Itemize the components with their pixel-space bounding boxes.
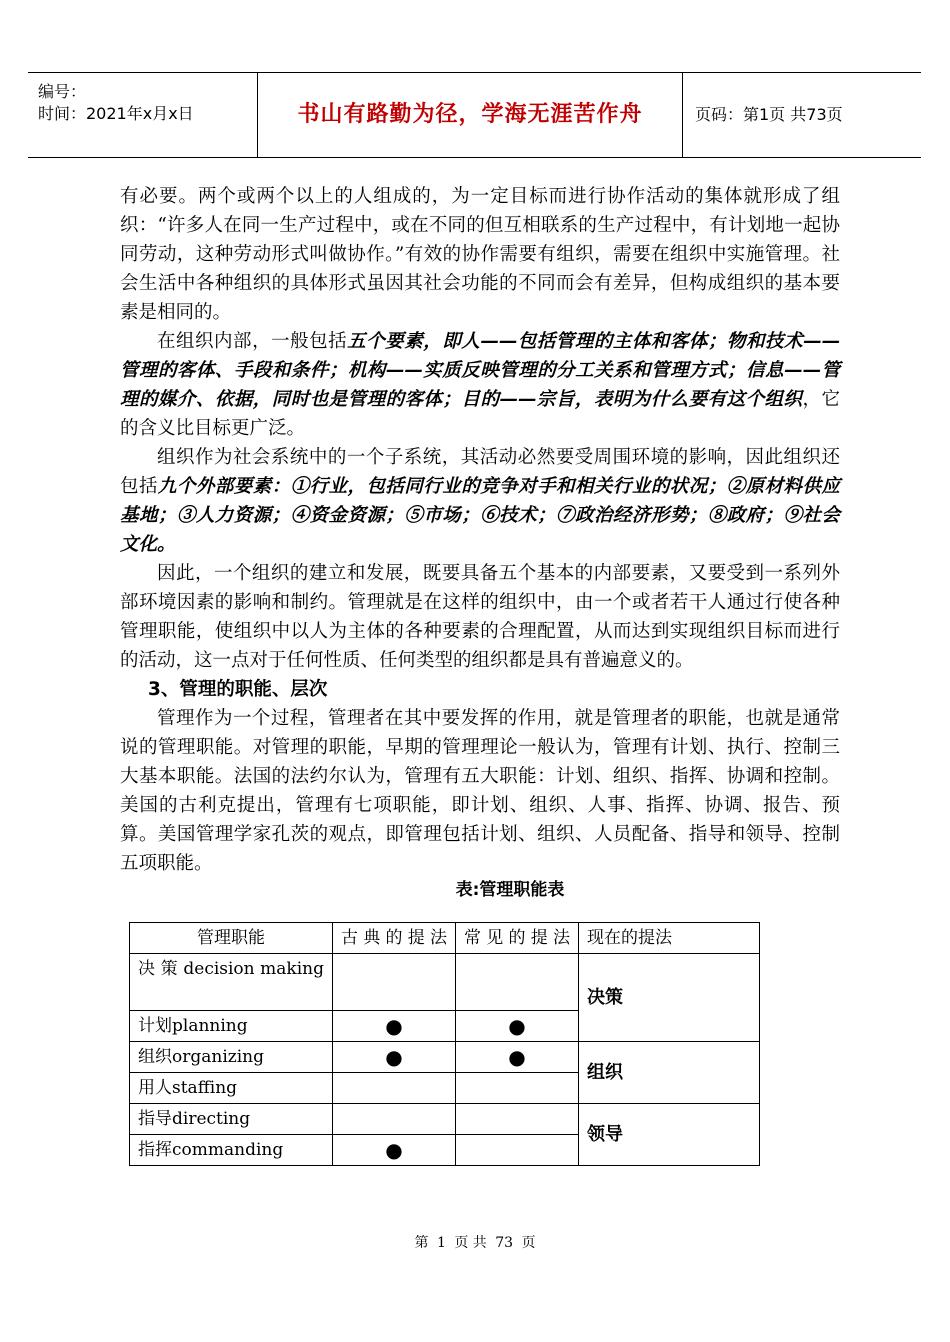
- header-page-label: 页码：第1页 共73页: [695, 105, 843, 124]
- paragraph-1: 有必要。两个或两个以上的人组成的，为一定目标而进行协作活动的集体就形成了组织：“许多人在同一生产过程中，或在不同的但互相联系的生产过程中，有计划地一起协同劳动，这种劳动形式叫做协作。”有效的协作需要有组织，需要在组织中实施管理。社会生活中各种组织的具体形式虽因其社会功能的不同而会有差异，但构成组织的基本要素是相同的。: [120, 186, 840, 323]
- table-cell-common: [456, 1135, 579, 1166]
- table-header-cell: 现在的提法: [579, 923, 760, 954]
- paragraph-2: [120, 327, 840, 443]
- paragraph-2-tail: ，它的含义比目标更广泛。: [120, 389, 840, 439]
- table-cell-current: 组织: [579, 1042, 760, 1104]
- footer-page-number: 1: [436, 1235, 446, 1251]
- table-row: [130, 954, 760, 1011]
- table-header-cell: 管理职能: [130, 923, 333, 954]
- header-meta: [28, 73, 258, 157]
- table-cell-common: ●: [456, 1011, 579, 1042]
- table-cell-classic: [333, 1073, 456, 1104]
- footer-page-total: 73: [495, 1235, 514, 1251]
- header-motto: 书山有路勤为径，学海无涯苦作舟: [258, 73, 683, 157]
- table-header-row: [130, 923, 760, 954]
- paragraph-3: [120, 443, 840, 559]
- paragraph-2-emphasis: 五个要素，即人——包括管理的主体和客体；物和技术——管理的客体、手段和条件；机构——实质反映管理的分工关系和管理方式；信息——管理的媒介、依据，同时也是管理的客体；目的——宗旨，表明为什么要有这个组织: [120, 331, 840, 410]
- table-cell-classic: ●: [333, 1042, 456, 1073]
- paragraph-3-emphasis: 九个外部要素：①行业，包括同行业的竞争对手和相关行业的状况；②原材料供应基地；③人力资源；④资金资源；⑤市场；⑥技术；⑦政治经济形势；⑧政府；⑨社会文化。: [120, 476, 840, 555]
- table-cell-common: [456, 1104, 579, 1135]
- table-cell-classic: [333, 954, 456, 1011]
- table-cell-current: 决策: [579, 954, 760, 1042]
- time-label: 时间：2021年x月x日: [38, 104, 194, 123]
- table-cell-common: ●: [456, 1042, 579, 1073]
- table-cell-function: 组织organizing: [130, 1042, 333, 1073]
- paragraph-3-lead: 组织作为社会系统中的一个子系统，其活动必然要受周围环境的影响，因此组织还包括: [120, 447, 840, 497]
- page-footer: [0, 1232, 950, 1252]
- table-cell-common: [456, 954, 579, 1011]
- table-cell-function: 计划planning: [130, 1011, 333, 1042]
- footer-prefix: 第: [414, 1235, 429, 1251]
- number-label: 编号：: [38, 82, 87, 101]
- page-header: [28, 72, 921, 158]
- paragraph-5: 管理作为一个过程，管理者在其中要发挥的作用，就是管理者的职能，也就是通常说的管理职能。对管理的职能，早期的管理理论一般认为，管理有计划、执行、控制三大基本职能。法国的法约尔认为，管理有五大职能：计划、组织、指挥、协调和控制。美国的古利克提出，管理有七项职能，即计划、组织、人事、指挥、协调、报告、预算。美国管理学家孔茨的观点，即管理包括计划、组织、人员配备、指导和领导、控制五项职能。: [120, 708, 840, 874]
- table-header-cell: 常见的提法: [456, 923, 579, 954]
- table-cell-classic: ●: [333, 1135, 456, 1166]
- table-cell-function: 决 策 decision making: [130, 954, 333, 1011]
- table-cell-function: 指导directing: [130, 1104, 333, 1135]
- footer-suffix: 页: [521, 1235, 536, 1251]
- table-cell-function: 用人staffing: [130, 1073, 333, 1104]
- table-row: [130, 1042, 760, 1073]
- table-row: [130, 1104, 760, 1135]
- table-cell-classic: [333, 1104, 456, 1135]
- functions-table: [129, 922, 760, 1166]
- table-header-cell: 古典的提法: [333, 923, 456, 954]
- paragraph-2-lead: 在组织内部，一般包括: [157, 331, 348, 352]
- section-heading: 3、管理的职能、层次: [148, 679, 328, 700]
- table-cell-function: 指挥commanding: [130, 1135, 333, 1166]
- footer-mid: 页 共: [454, 1235, 487, 1251]
- paragraph-4: 因此，一个组织的建立和发展，既要具备五个基本的内部要素，又要受到一系列外部环境因素的影响和制约。管理就是在这样的组织中，由一个或者若干人通过行使各种管理职能，使组织中以人为主体的各种要素的合理配置，从而达到实现组织目标而进行的活动，这一点对于任何性质、任何类型的组织都是具有普遍意义的。: [120, 563, 840, 671]
- table-cell-common: [456, 1073, 579, 1104]
- document-body: [120, 182, 840, 902]
- table-cell-classic: ●: [333, 1011, 456, 1042]
- table-caption: 表:管理职能表: [455, 880, 565, 900]
- table-cell-current: 领导: [579, 1104, 760, 1166]
